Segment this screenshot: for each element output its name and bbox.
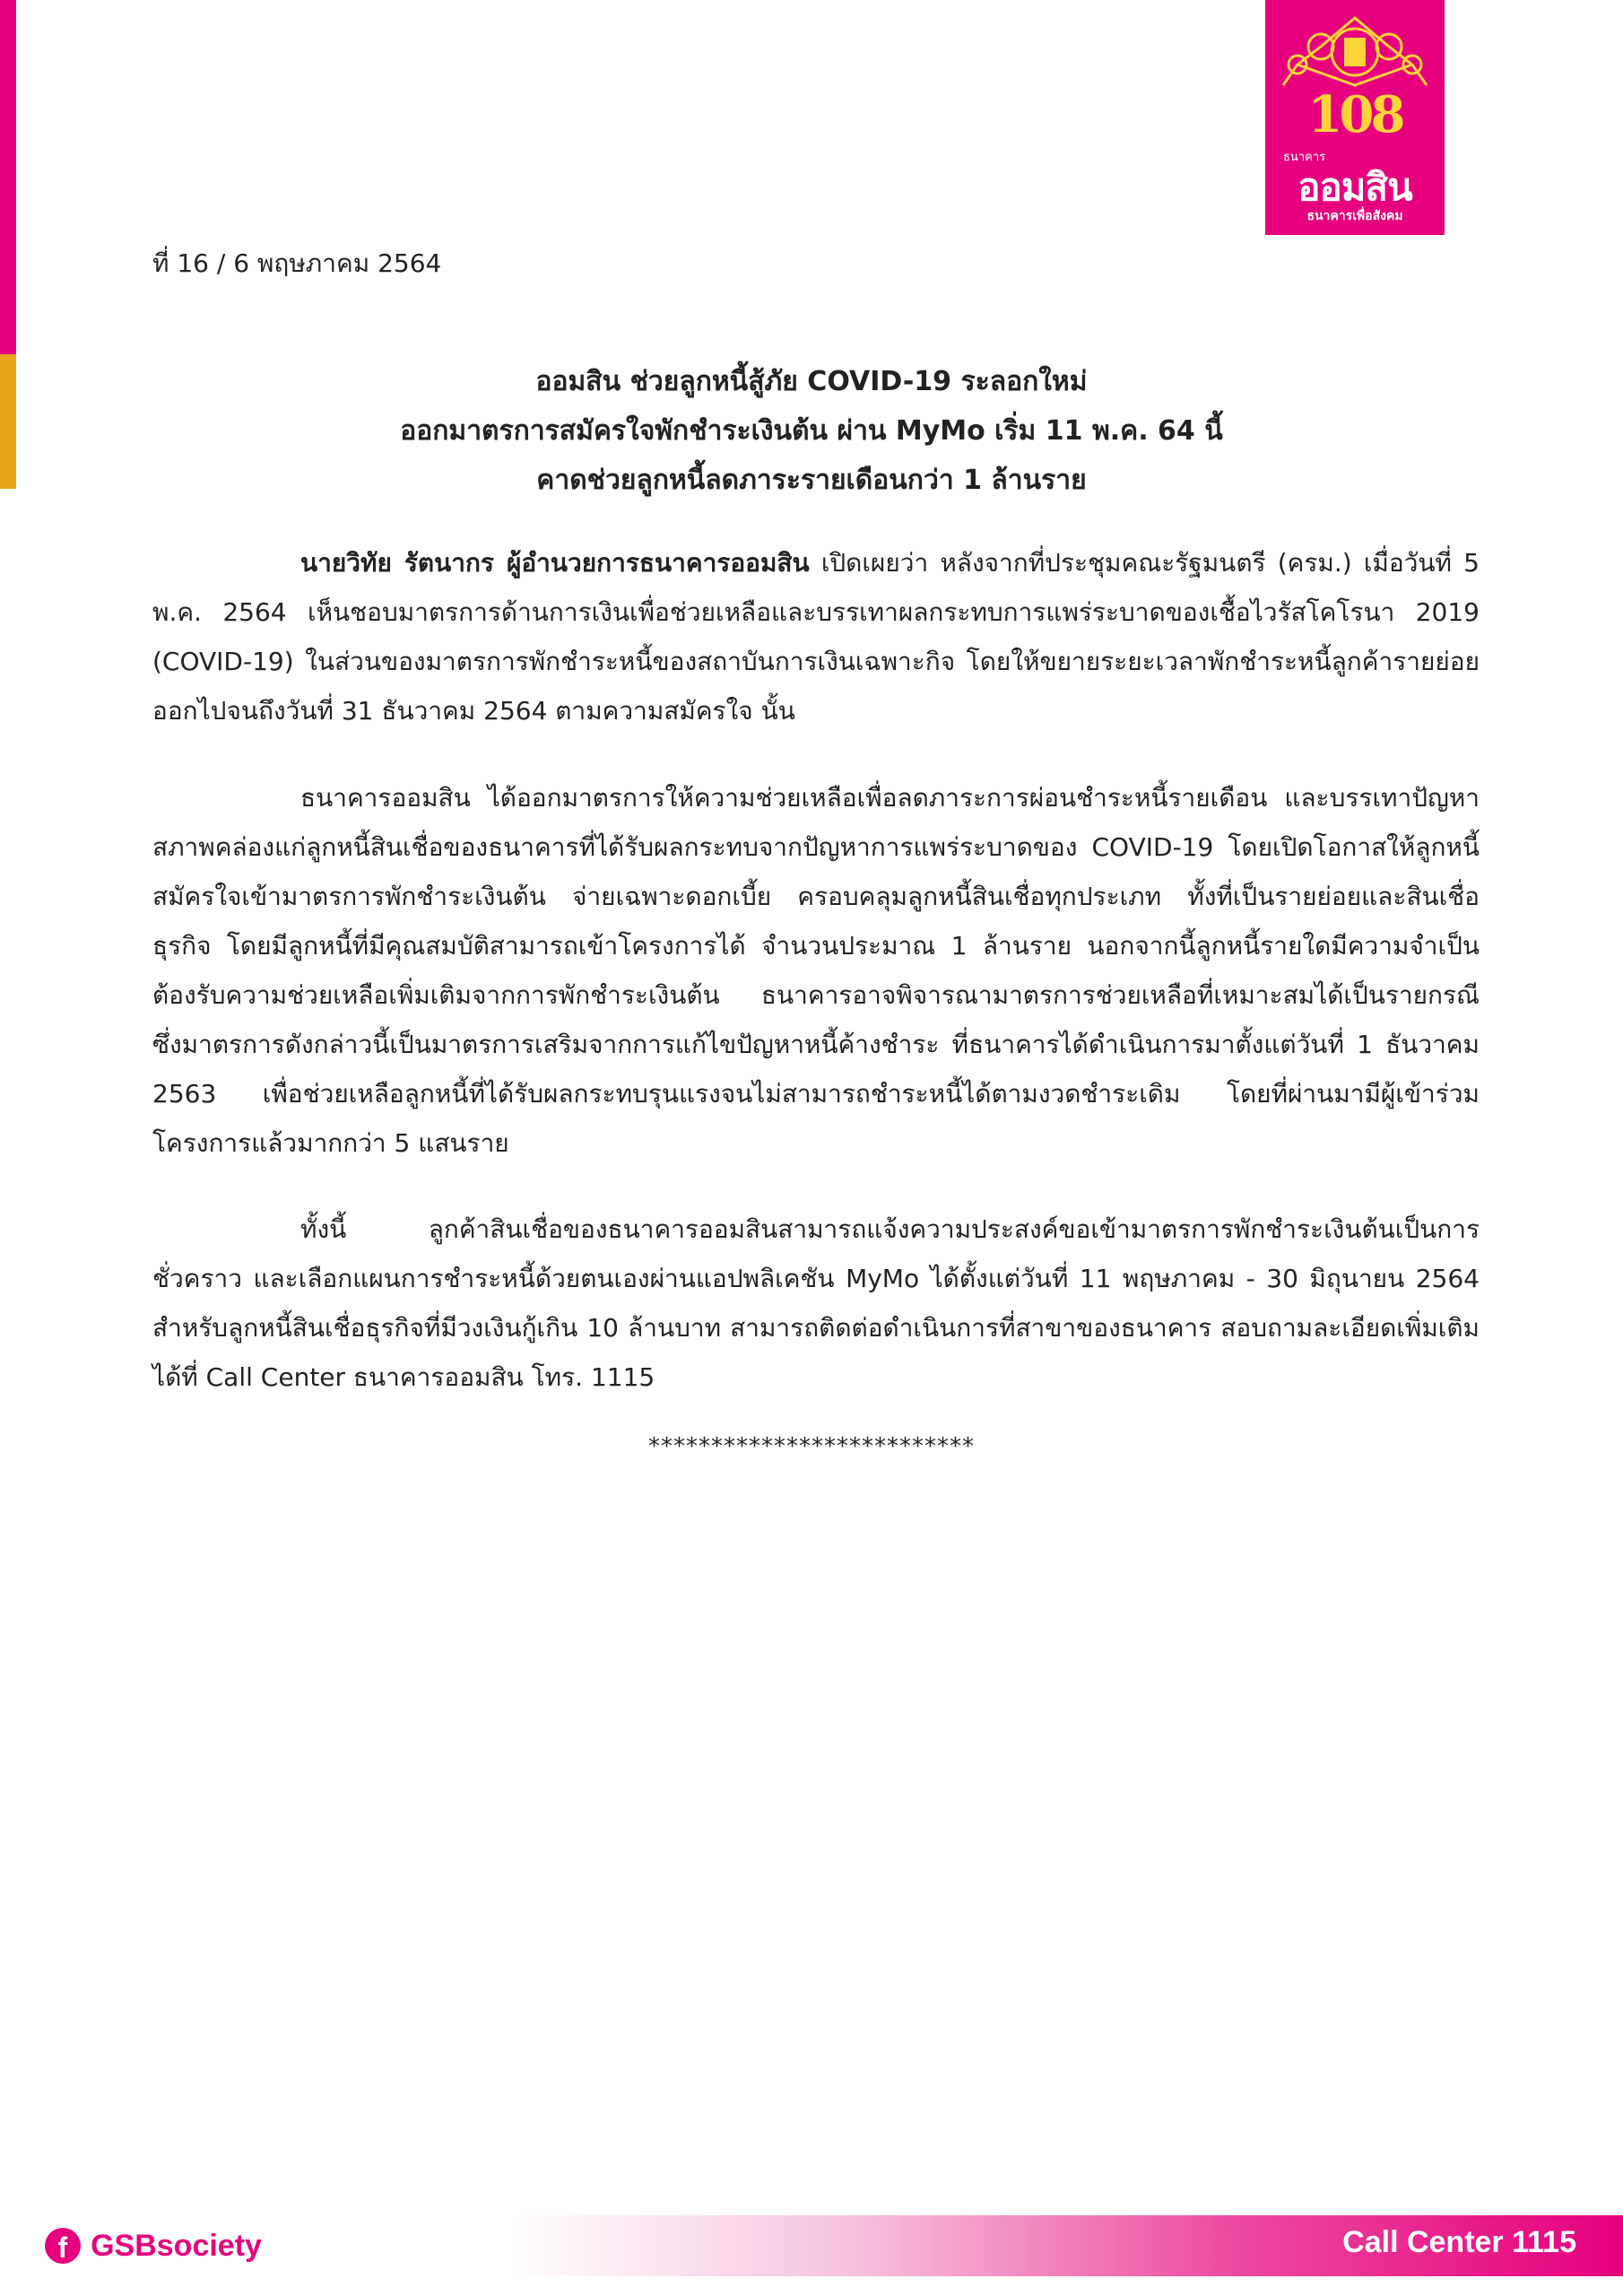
facebook-link[interactable] xyxy=(45,2228,262,2264)
facebook-icon: f xyxy=(45,2228,81,2264)
logo-bank-name: ออมสิน xyxy=(1298,165,1412,209)
speaker-name: นายวิทัย รัตนากร ผู้อำนวยการธนาคารออมสิน xyxy=(300,548,810,578)
facebook-label: GSBsociety xyxy=(91,2228,262,2263)
paragraph-1 xyxy=(152,538,1480,735)
paragraph-1-text: เปิดเผยว่า หลังจากที่ประชุมคณะรัฐมนตรี (ครม.) เมื่อวันที่ 5 พ.ค. 2564 เห็นชอบมาตรการด้านการเงินเพื่อช่วยเหลือและบรรเทาผลกระทบการแพร่ระบาดของเชื้อไวรัสโคโรนา 2019 (COVID-19) ในส่วนของมาตรการพักชำระหนี้ของสถาบันการเงินเฉพาะกิจ โดยให้ขยายระยะเวลาพักชำระหนี้ลูกค้ารายย่อย ออกไปจนถึงวันที่ 31 ธันวาคม 2564 ตามความสมัครใจ นั้น xyxy=(152,548,1480,726)
headline-line-3: คาดช่วยลูกหนี้ลดภาระรายเดือนกว่า 1 ล้านราย xyxy=(536,465,1087,496)
headline xyxy=(0,357,1623,505)
logo-tagline: ธนาคารเพื่อสังคม xyxy=(1306,209,1403,223)
separator: ************************** xyxy=(648,1433,975,1460)
paragraph-3 xyxy=(152,1205,1480,1402)
call-center-label: Call Center 1115 xyxy=(1342,2225,1576,2259)
paragraph-3-text: ทั้งนี้ ลูกค้าสินเชื่อของธนาคารออมสินสามารถแจ้งความประสงค์ขอเข้ามาตรการพักชำระเงินต้นเป็นการชั่วคราว และเลือกแผนการชำระหนี้ด้วยตนเองผ่านแอปพลิเคชัน MyMo ได้ตั้งแต่วันที่ 11 พฤษภาคม - 30 มิถุนายน 2564 สำหรับลูกหนี้สินเชื่อธุรกิจที่มีวงเงินกู้เกิน 10 ล้านบาท สามารถติดต่อดำเนินการที่สาขาของธนาคาร สอบถามละเอียดเพิ่มเติมได้ที่ Call Center ธนาคารออมสิน โทร. 1115 xyxy=(152,1214,1480,1392)
logo-bank-label: ธนาคาร xyxy=(1283,151,1326,164)
headline-line-2: ออกมาตรการสมัครใจพักชำระเงินต้น ผ่าน MyMo เริ่ม 11 พ.ค. 64 นี้ xyxy=(400,415,1223,447)
paragraph-2-text: ธนาคารออมสิน ได้ออกมาตรการให้ความช่วยเหลือเพื่อลดภาระการผ่อนชำระหนี้รายเดือน และบรรเทาปัญหาสภาพคล่องแก่ลูกหนี้สินเชื่อของธนาคารที่ได้รับผลกระทบจากปัญหาการแพร่ระบาดของ COVID-19 โดยเปิดโอกาสให้ลูกหนี้สมัครใจเข้ามาตรการพักชำระเงินต้น จ่ายเฉพาะดอกเบี้ย ครอบคลุมลูกหนี้สินเชื่อทุกประเภท ทั้งที่เป็นรายย่อยและสินเชื่อธุรกิจ โดยมีลูกหนี้ที่มีคุณสมบัติสามารถเข้าโครงการได้ จำนวนประมาณ 1 ล้านราย นอกจากนี้ลูกหนี้รายใดมีความจำเป็นต้องรับความช่วยเหลือเพิ่มเติมจากการพักชำระเงินต้น ธนาคารอาจพิจารณามาตรการช่วยเหลือที่เหมาะสมได้เป็นรายกรณี ซึ่งมาตรการดังกล่าวนี้เป็นมาตรการเสริมจากการแก้ไขปัญหาหนี้ค้างชำระ ที่ธนาคารได้ดำเนินการมาตั้งแต่วันที่ 1 ธันวาคม 2563 เพื่อช่วยเหลือลูกหนี้ที่ได้รับผลกระทบรุนแรงจนไม่สามารถชำระหนี้ได้ตามงวดชำระเดิม โดยที่ผ่านมามีผู้เข้าร่วมโครงการแล้วมากกว่า 5 แสนราย xyxy=(152,783,1480,1158)
paragraph-2 xyxy=(152,773,1480,1168)
side-accent-bar-pink xyxy=(0,0,16,354)
document-reference: ที่ 16 / 6 พฤษภาคม 2564 xyxy=(152,248,442,278)
headline-line-1: ออมสิน ช่วยลูกหนี้สู้ภัย COVID-19 ระลอกใหม่ xyxy=(535,366,1088,397)
logo-108-number: 108 xyxy=(1307,85,1402,144)
gsb-108-logo xyxy=(1265,0,1445,235)
